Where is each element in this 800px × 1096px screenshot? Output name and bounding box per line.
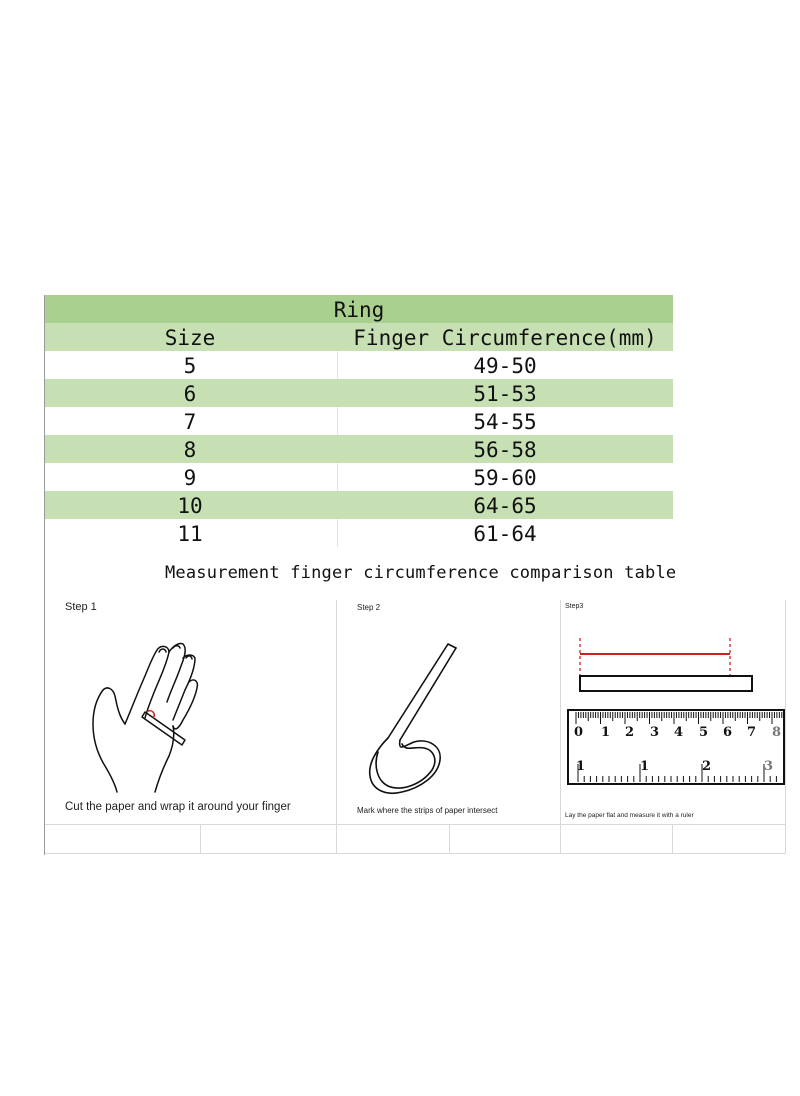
table-row — [45, 379, 673, 407]
circumference-cell: 51-53 — [473, 382, 537, 406]
step1-title: Step 1 — [65, 601, 97, 613]
circumference-cell: 54-55 — [473, 410, 537, 434]
header-circumference: Finger Circumference(mm) — [353, 326, 657, 350]
ruler-number: 1 — [640, 759, 650, 774]
ring-size-table — [45, 295, 673, 547]
table-row — [45, 407, 673, 435]
table-row — [45, 491, 673, 519]
size-cell: 8 — [183, 438, 197, 462]
table-caption: Measurement finger circumference comparison table — [165, 563, 677, 583]
size-cell: 10 — [177, 494, 203, 518]
grid-line — [560, 600, 561, 854]
step2-instruction: Mark where the strips of paper intersect — [357, 806, 498, 815]
ruler-number: 3 — [764, 759, 774, 774]
step1-instruction: Cut the paper and wrap it around your finger — [65, 801, 291, 813]
size-cell: 7 — [183, 410, 197, 434]
table-row — [45, 351, 673, 379]
circumference-cell: 59-60 — [473, 466, 537, 490]
circumference-cell: 64-65 — [473, 494, 537, 518]
ruler-number: 2 — [702, 759, 712, 774]
table-row — [45, 435, 673, 463]
circumference-cell: 56-58 — [473, 438, 537, 462]
grid-line — [200, 824, 201, 854]
table-row — [45, 519, 673, 547]
step2-title: Step 2 — [357, 603, 381, 612]
paper-strip-icon — [362, 640, 457, 800]
table-title-row — [45, 295, 673, 323]
step3-instruction: Lay the paper flat and measure it with a ruler — [565, 812, 694, 819]
circumference-cell: 49-50 — [473, 354, 537, 378]
ruler-number: 8 — [772, 725, 782, 740]
ruler-icon — [566, 636, 786, 786]
ruler-number: 0 — [574, 725, 584, 740]
ruler-number: 1 — [601, 725, 611, 740]
grid-line — [449, 824, 450, 854]
size-cell: 5 — [183, 354, 197, 378]
ruler-number: 6 — [723, 725, 733, 740]
step3-title: Step3 — [565, 603, 584, 610]
size-cell: 11 — [177, 522, 203, 546]
table-row — [45, 463, 673, 491]
grid-line — [45, 824, 786, 825]
ruler-number: 1 — [576, 759, 586, 774]
table-title: Ring — [333, 298, 385, 322]
ruler-number: 4 — [674, 725, 684, 740]
grid-line — [45, 853, 786, 854]
grid-line — [336, 600, 337, 854]
circumference-cell: 61-64 — [473, 522, 537, 546]
hand-wrap-icon — [85, 628, 215, 793]
header-size: Size — [164, 326, 216, 350]
table-header-row — [45, 323, 673, 351]
ruler-number: 7 — [747, 725, 757, 740]
grid-line — [672, 824, 673, 854]
size-cell: 9 — [183, 466, 197, 490]
ruler-number: 5 — [699, 725, 709, 740]
size-cell: 6 — [183, 382, 197, 406]
ruler-number: 3 — [650, 725, 660, 740]
ruler-number: 2 — [625, 725, 635, 740]
